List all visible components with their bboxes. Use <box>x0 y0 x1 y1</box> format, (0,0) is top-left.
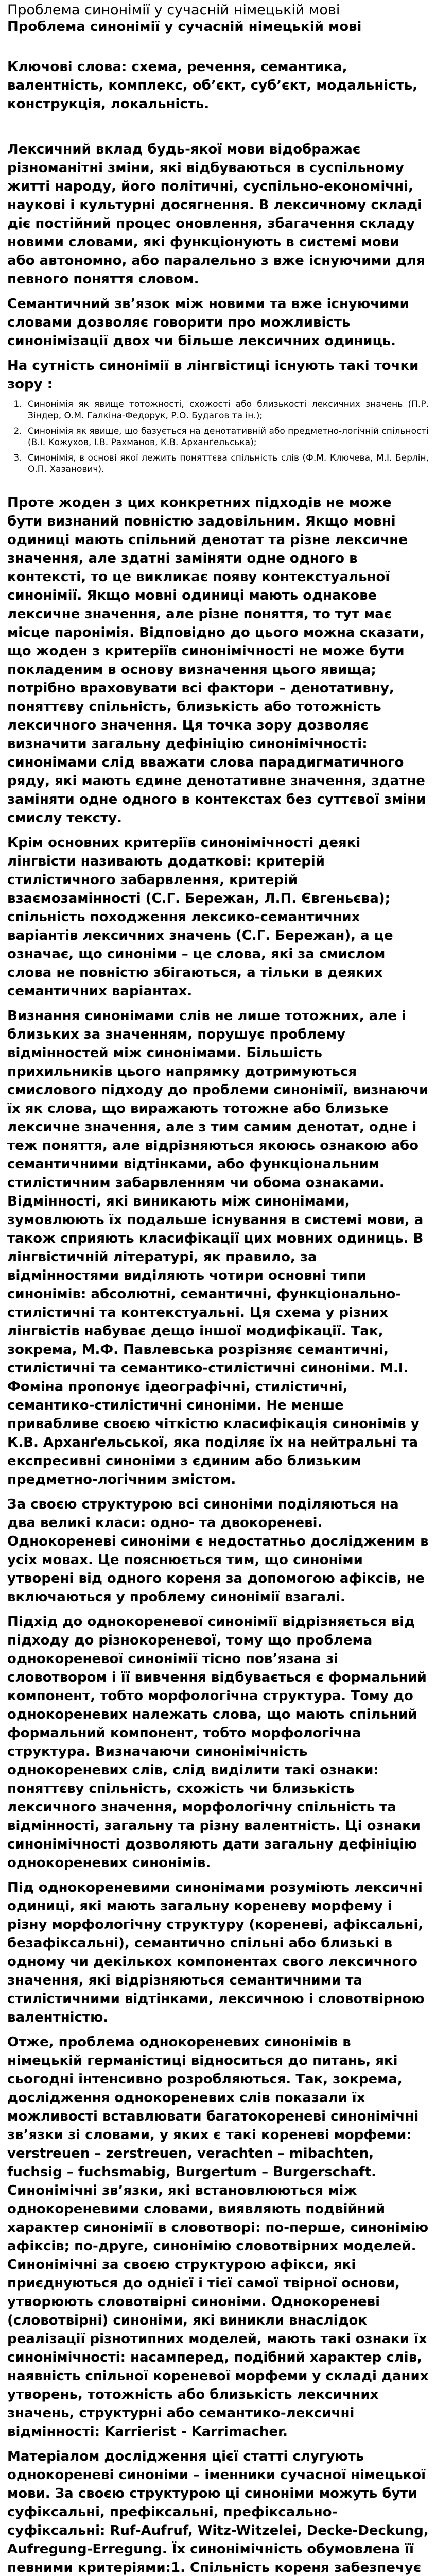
body-paragraph: Визнання синонімами слів не лише тотожних, але і близьких за значенням, порушує проблему відмінностей між синонімами. Більшість прихильників цього напрямку дотримуються смислового підходу до проблеми синонімії, визнаючи їх як слова, що виражають тотожне або близьке лексичне значення, але з тим самим денотат, одне і теж поняття, але відрізняються якоюсь ознакою або семантичними відтінками, або функціональним стилістичним забарвленням чи обома ознаками. Відмінності, які виникають між синонімами, зумовлюють їх подальше існування в системі мови, а також сприяють класифікації цих мовних одиниць. В лінгвістичній літературі, як правило, за відмінностями виділяють чотири основні типи синонімів: абсолютні, семантичні, функціонально-стилістичні та контекстуальні. Ця схема у різних лінгвістів набуває дещо іншої модифікації. Так, зокрема, М.Ф. Павлевська розрізняє семантичні, стилістичні та семантико-стилістичні синоніми. М.І. Фоміна пропонує ідеографічні, стилістичні, семантико-стилістичні синоніми. Не менше привабливе своєю чіткістю класифікація синонімів у К.В. Арханґельської, яка поділяє їх на нейтральні та експресивні синоніми з єдиним або близьким предметно-логічним змістом. <box>7 1008 429 1487</box>
body-paragraph: Під однокореневими синонімами розуміють лексичні одиниці, які мають загальну кореневу морфему і різну морфологічну структуру (кореневі, афіксальні, безафіксальні), семантично спільні або близькі в одному чи декількох компонентах свого лексичного значення, які відрізняються семантичними та стилістичними відтінками, лексичною і словотвірною валентністю. <box>7 1880 425 2025</box>
intro-paragraph: Семантичний зв’язок між новими та вже існуючими словами дозволяє говорити про можливість синонімізації двох чи більше лексичних одиниць. <box>7 296 409 349</box>
body-paragraph: Підхід до однокореневої синонімії відрізняється від підходу до різнокореневої, тому що проблема однокореневої синонімії тісно пов’язана зі словотвором і її вивчення відбувається є формальний компонент, тобто морфологічна структура. Тому до однокореневих належать слова, що мають спільний формальний компонент, тобто морфологічна структура. Визначаючи синонімічність однокореневих слів, слід виділити такі ознаки: поняттєву спільність, схожість чи близькість лексичного значення, морфологічну спільність та відмінності, загальну та різну валентність. Ці ознаки синонімічності дозволяють дати загальну дефініцію однокореневих синонімів. <box>7 1614 427 1871</box>
body-paragraph: Отже, проблема однокореневих синонімів в німецькій германістиці відноситься до питань, які сьогодні інтенсивно розробляються. Так, зокрема, дослідження однокореневих слів показали їх можливості вставлювати багатокореневі синонімічні зв’язки зі словами, у яких є такі кореневі морфеми: verstreuen – zerstreuen, verachten – mibachten, fuchsig – fuchsmabig, Burgertum – Burgerschaft. Синонімічні зв’язки, які встановлюються між однокореневими словами, виявляють подвійний характер синонімії в словотворі: по-перше, синонімію афіксів; по-друге, синонімію словотвірних моделей. Синонімічні за своєю структурою афікси, які приєднуються до однієї і тієї самої твірної основи, утворюють словотвірні синоніми. Однокореневі (словотвірні) синоніми, які виникли внаслідок реалізації різнотипних моделей, мають такі ознаки їх синонімічності: насамперед, подібний характер слів, наявність спільної кореневої морфеми у складі даних утворень, тотожність або близькість лексичних значень, структурні або семантико-лексичні відмінності: Karrierist - Karrimacher. <box>7 2035 429 2439</box>
points-heading: На сутність синонімії в лінгвістиці існують такі точки зору : <box>7 358 419 392</box>
body-paragraph: Крім основних критеріїв синонімічності деякі лінгвісти називають додаткові: критерій стилістичного забарвлення, критерій взаємозамінності (С.Г. Бережан, Л.П. Євгеньєва); спільність походження лексико-семантичних варіантів лексичних значень (С.Г. Бережан), а це означає, що синоніми – це слова, які за смислом слова не повністю збігаються, а тільки в деяких семантичних варіантах. <box>7 835 393 999</box>
points-list-item: 2. Синонімія як явище, що базується на денотативній або предметно-логічній спільності (В.І. Кожухов, І.В. Рахманов, К.В. Арханґельська); <box>25 426 429 448</box>
document-title: Проблема синонімії у сучасній німецькій мові <box>7 2 340 18</box>
points-list-item: 3. Синонімія, в основі якої лежить поняттєва спільність слів (Ф.М. Ключева, М.І. Берлін, О.П. Хазанович). <box>25 452 429 475</box>
points-list-item: 1. Синонімія як явище тотожності, схожості або близькості лексичних значень (П.Р. Зіндер, О.М. Галкіна-Федорук, Р.О. Будагов та ін.); <box>25 399 429 421</box>
body-paragraph: За своєю структурою всі синоніми поділяються на два великі класи: одно- та двокореневі. Однокореневі синоніми є недостатньо дослідженим в усіх мовах. Це пояснюється тим, що синоніми утворені від одного кореня за допомогою афіксів, не включаються у проблему синонімії взагалі. <box>7 1497 429 1605</box>
points-list <box>7 399 429 475</box>
intro-paragraph: Лексичний вклад будь-якої мови відображає різноманітні зміни, які відбуваються в суспільному житті народу, його політичні, суспільно-економічні, наукові і культурні досягнення. В лексичному складі діє постійний процес оновлення, збагачення складу новими словами, які функціонують в системі мови або автономно, або паралельно з вже існуючими для певного поняття словом. <box>7 142 425 287</box>
body-paragraph: Матеріалом дослідження цієї статті слугують однокореневі синоніми – іменники сучасної німецької мови. За своєю структурою ці синоніми можуть бути суфіксальні, префіксальні, префіксально-суфіксальні: Ruf-Aufruf, Witz-Witzelei, Decke-Deckung, Aufregung-Erregung. Їх синонімічність обумовлена її певними критеріями:1. Спільність кореня забезпечує <box>7 2449 429 2575</box>
keywords-paragraph: Ключові слова: схема, речення, семантика, валентність, комплекс, об’єкт, суб’єкт, модальність, конструкція, локальність. <box>7 59 418 112</box>
article-title: Проблема синонімії у сучасній німецькій мові <box>7 19 362 35</box>
body-paragraph: Проте жоден з цих конкретних підходів не може бути визнаний повністю задовільним. Якщо мовні одиниці мають спільний денотат та різне лексичне значення, але здатні заміняти одне одного в контексті, то це викликає появу контекстуальної синонімії. Якщо мовні одиниці мають однакове лексичне значення, але різне поняття, то тут має місце паронімія. Відповідно до цього можна сказати, що жоден з критеріїв синонімічності не може бути покладеним в основу визначення цього явища; потрібно враховувати всі фактори – денотативну, поняттєву спільність, близькість або тотожність лексичного значення. Ця точка зору дозволяє визначити загальну дефініцію синонімічності: синонімами слід вважати слова парадигматичного ряду, які мають єдине денотативне значення, здатне заміняти одне одного в контекстах без суттєвої зміни смислу тексту. <box>7 495 426 826</box>
